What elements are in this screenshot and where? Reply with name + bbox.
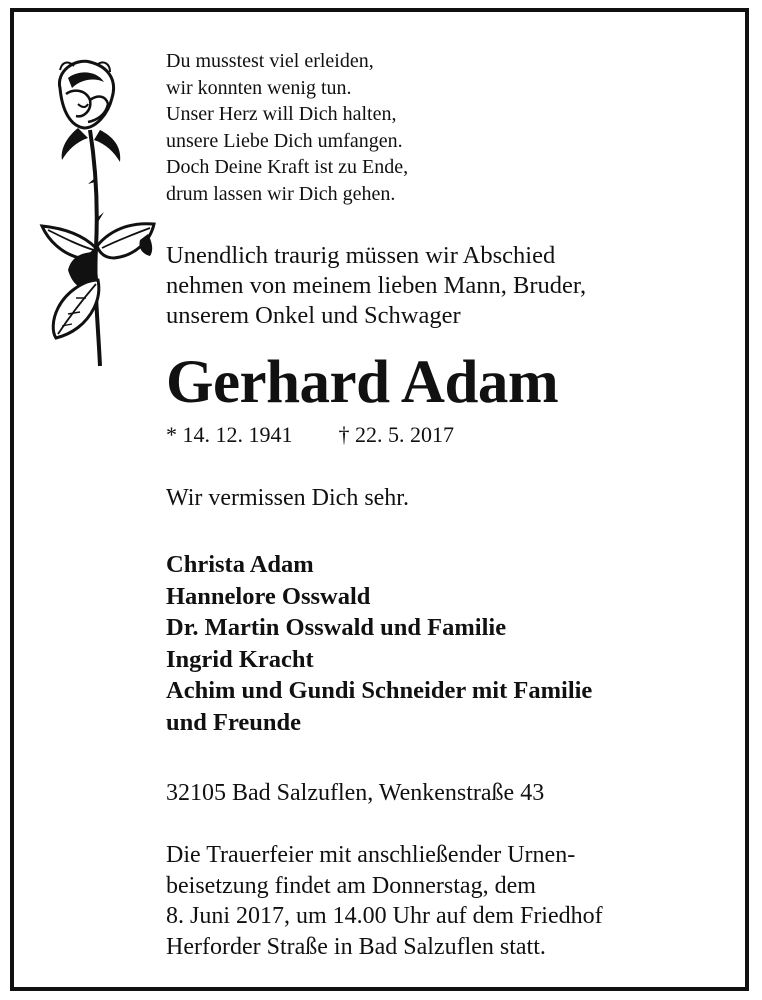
poem-line: wir konnten wenig tun. xyxy=(166,76,352,99)
life-dates xyxy=(166,421,454,449)
poem-line: Unser Herz will Dich halten, xyxy=(166,103,397,125)
intro-line: nehmen von meinem lieben Mann, Bruder, xyxy=(166,272,587,299)
service-info xyxy=(166,840,603,962)
mourner-name: Ingrid Kracht xyxy=(166,645,314,673)
poem xyxy=(166,48,408,207)
poem-line: drum lassen wir Dich gehen. xyxy=(166,182,396,205)
service-line: 8. Juni 2017, um 14.00 Uhr auf dem Friedhof xyxy=(166,903,603,929)
birth-date: * 14. 12. 1941 xyxy=(166,422,293,447)
deceased-name: Gerhard Adam xyxy=(166,349,559,416)
poem-line: Du musstest viel erleiden, xyxy=(166,50,374,72)
rose-icon xyxy=(38,58,158,370)
service-line: beisetzung findet am Donnerstag, dem xyxy=(166,872,536,899)
mourner-name: Dr. Martin Osswald und Familie xyxy=(166,614,507,641)
mourner-name: Hannelore Osswald xyxy=(166,582,371,610)
mourners-list xyxy=(166,549,592,738)
mourner-name: Christa Adam xyxy=(166,551,314,578)
service-line: Herforder Straße in Bad Salzuflen statt. xyxy=(166,933,546,960)
closing-line: Wir vermissen Dich sehr. xyxy=(166,485,409,511)
address: 32105 Bad Salzuflen, Wenkenstraße 43 xyxy=(166,780,545,806)
intro-line: unserem Onkel und Schwager xyxy=(166,302,461,329)
death-date: † 22. 5. 2017 xyxy=(338,422,454,447)
mourner-name: Achim und Gundi Schneider mit Familie xyxy=(166,677,593,704)
poem-line: unsere Liebe Dich umfangen. xyxy=(166,129,403,152)
intro-text xyxy=(166,241,586,331)
service-line: Die Trauerfeier mit anschließender Urnen- xyxy=(166,842,576,868)
poem-line: Doch Deine Kraft ist zu Ende, xyxy=(166,156,409,178)
mourner-name: und Freunde xyxy=(166,708,302,736)
intro-line: Unendlich traurig müssen wir Abschied xyxy=(166,242,556,269)
